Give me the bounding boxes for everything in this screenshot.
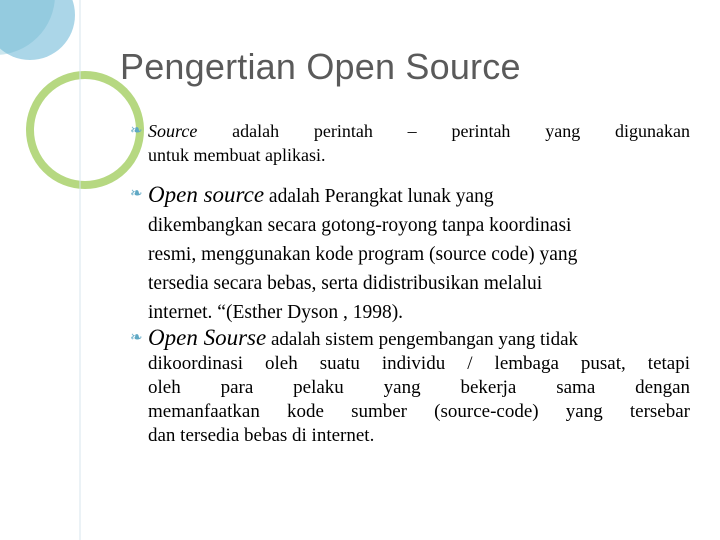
bullet-open-source (130, 180, 690, 327)
bullet-continuation: dikoordinasi oleh suatu individu / lembaga pusat, tetapi (148, 353, 690, 374)
bullet-continuation: oleh para pelaku yang bekerja sama dengan (148, 377, 690, 398)
green-ring-shape (30, 75, 140, 185)
bullet-term: Source (148, 121, 198, 141)
bullet-term: Open Sourse (148, 325, 267, 350)
bullet-continuation: resmi, menggunakan kode program (source code) yang (148, 244, 578, 265)
bullet-first-text: adalah sistem pengembangan yang tidak (270, 329, 579, 350)
bullet-first-text: adalah perintah – perintah yang digunakan (232, 121, 690, 141)
slide-title: Pengertian Open Source (120, 46, 521, 87)
bullet-first-line (130, 326, 690, 352)
bullet-first-line (130, 180, 690, 211)
bullet-continuation: untuk membuat aplikasi. (148, 145, 326, 165)
bullet-continuation: dan tersedia bebas di internet. (148, 425, 375, 446)
bullet-continuation: dikembangkan secara gotong-royong tanpa koordinasi (148, 215, 572, 236)
bullet-open-sourse (130, 326, 690, 448)
bullet-marker-icon: ❧ (130, 123, 143, 139)
bullet-term: Open source (148, 182, 265, 207)
bullet-marker-icon: ❧ (130, 330, 143, 346)
bullet-source (130, 119, 690, 167)
bullet-marker-icon: ❧ (130, 186, 143, 202)
bullet-first-text: adalah Perangkat lunak yang (268, 186, 494, 207)
bullet-first-line (130, 119, 690, 143)
bullet-continuation: tersedia secara bebas, serta didistribusikan melalui (148, 273, 543, 294)
bullet-continuation: memanfaatkan kode sumber (source-code) yang tersebar (148, 401, 690, 422)
bullet-continuation: internet. “(Esther Dyson , 1998). (148, 302, 404, 323)
